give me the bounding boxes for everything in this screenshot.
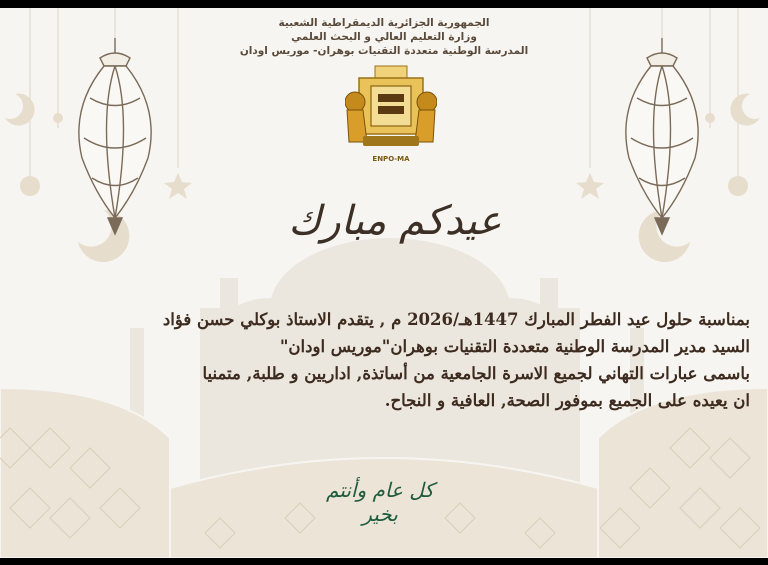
message-line-3: باسمى عبارات التهاني لجميع الاسرة الجامعية من أساتذة, اداريين و طلبة, متمنيا [202, 364, 750, 383]
message-line-1: بمناسبة حلول عيد الفطر المبارك 1447هـ/2026 م , يتقدم الاستاذ بوكلي حسن فؤاد [162, 310, 750, 329]
congratulation-message [150, 306, 750, 414]
header-school: المدرسة الوطنية متعددة التقنيات بوهران- موريس اودان [239, 45, 529, 57]
header-country: الجمهورية الجزائرية الديمقراطية الشعبية [278, 17, 490, 29]
header-ministry: وزارة التعليم العالي و البحث العلمي [291, 31, 477, 43]
school-emblem-logo [345, 64, 437, 164]
message-line-4: ان يعيده على الجميع بموفور الصحة, العافية و النجاح. [384, 391, 750, 410]
left-lantern [79, 38, 151, 234]
right-lantern [626, 38, 698, 234]
eid-greeting-calligraphy: عيدكم مبارك [288, 198, 502, 244]
emblem-caption: ENPO-MA [372, 155, 410, 163]
top-border [0, 0, 768, 8]
message-line-2: السيد مدير المدرسة الوطنية متعددة التقنيات بوهران"موريس اودان" [279, 337, 750, 356]
bottom-border [0, 558, 768, 565]
signoff-calligraphy: كل عام وأنتم بخير [326, 478, 434, 526]
eid-greeting-card [0, 8, 768, 558]
institution-header [0, 16, 768, 58]
